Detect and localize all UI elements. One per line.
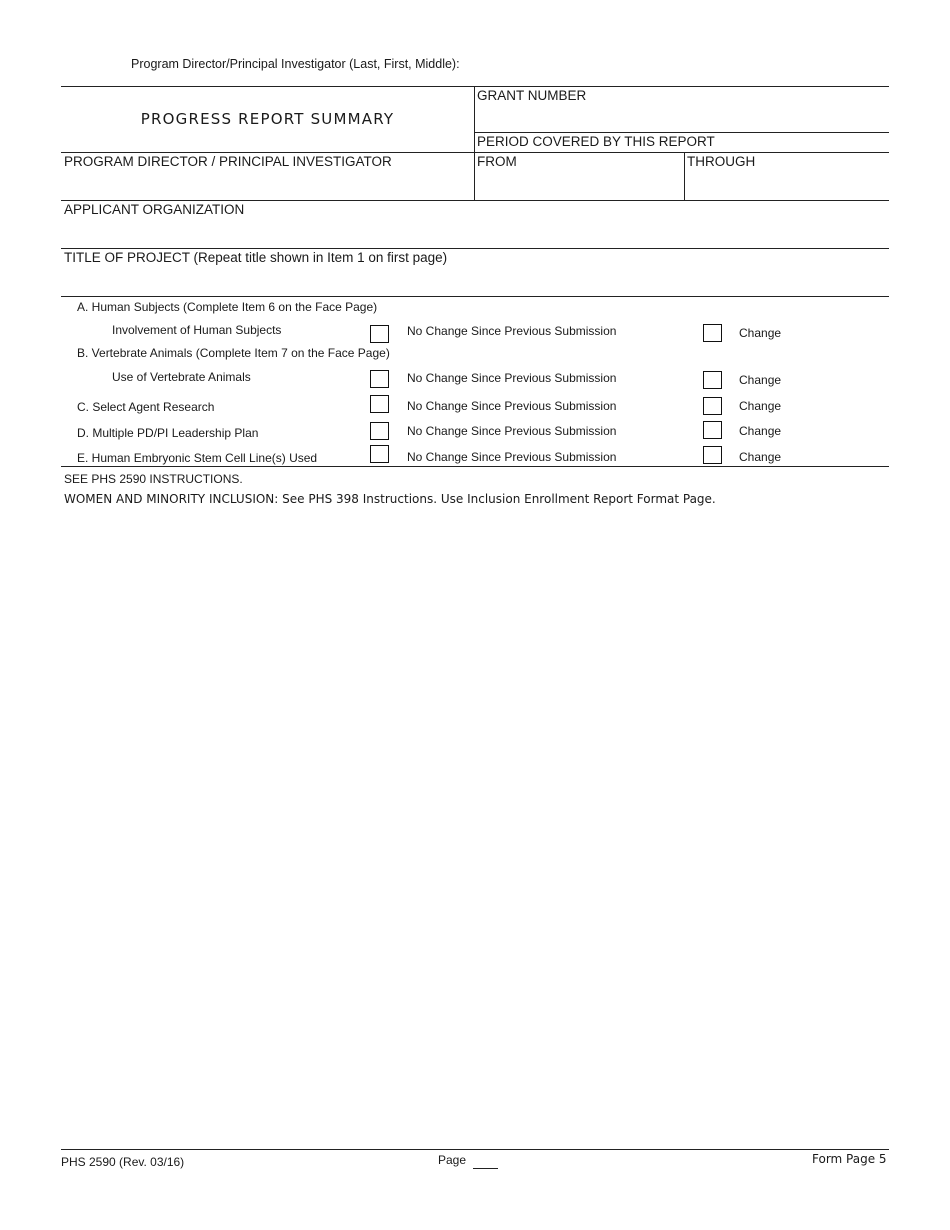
item-d-no-change-label: No Change Since Previous Submission: [407, 424, 617, 438]
item-a-no-change-checkbox[interactable]: [370, 325, 389, 343]
item-b-change-checkbox[interactable]: [703, 371, 722, 389]
item-c-change-checkbox[interactable]: [703, 397, 722, 415]
applicant-org-rule: [61, 248, 889, 249]
footer-rule: [61, 1149, 889, 1150]
pd-pi-field[interactable]: [64, 172, 469, 198]
page-number-field[interactable]: [473, 1168, 498, 1169]
item-e-change-checkbox[interactable]: [703, 446, 722, 464]
period-covered-label: PERIOD COVERED BY THIS REPORT: [477, 134, 715, 149]
item-b-no-change-checkbox[interactable]: [370, 370, 389, 388]
applicant-org-field[interactable]: [64, 220, 886, 246]
project-title-field[interactable]: [64, 268, 886, 294]
project-title-label: TITLE OF PROJECT (Repeat title shown in Item 1 on first page): [64, 250, 448, 265]
page-label: Page: [438, 1153, 467, 1167]
title-rule: [61, 152, 474, 153]
from-date-field[interactable]: [477, 172, 681, 198]
item-a-change-checkbox[interactable]: [703, 324, 722, 342]
item-a-heading: A. Human Subjects (Complete Item 6 on the Face Page): [77, 300, 378, 314]
project-title-rule: [61, 296, 889, 297]
item-c-label: C. Select Agent Research: [77, 400, 215, 414]
form-column-divider: [474, 86, 475, 200]
item-e-no-change-checkbox[interactable]: [370, 445, 389, 463]
applicant-org-label: APPLICANT ORGANIZATION: [64, 202, 245, 217]
item-e-label: E. Human Embryonic Stem Cell Line(s) Used: [77, 451, 318, 465]
items-bottom-rule: [61, 466, 889, 467]
period-rule: [474, 152, 889, 153]
item-d-label: D. Multiple PD/PI Leadership Plan: [77, 426, 259, 440]
item-d-change-label: Change: [739, 424, 782, 438]
item-a-no-change-label: No Change Since Previous Submission: [407, 324, 617, 338]
item-d-no-change-checkbox[interactable]: [370, 422, 389, 440]
item-d-change-checkbox[interactable]: [703, 421, 722, 439]
item-a-change-label: Change: [739, 326, 782, 340]
pd-pi-rule: [61, 200, 889, 201]
pd-pi-label: PROGRAM DIRECTOR / PRINCIPAL INVESTIGATOR: [64, 154, 392, 169]
form-title: PROGRESS REPORT SUMMARY: [140, 110, 395, 128]
item-e-no-change-label: No Change Since Previous Submission: [407, 450, 617, 464]
form-top-rule: [61, 86, 889, 87]
item-a-label: Involvement of Human Subjects: [112, 323, 282, 337]
from-label: FROM: [477, 154, 517, 169]
through-label: THROUGH: [687, 154, 756, 169]
item-b-label: Use of Vertebrate Animals: [112, 370, 251, 384]
item-e-change-label: Change: [739, 450, 782, 464]
item-b-change-label: Change: [739, 373, 782, 387]
item-b-heading: B. Vertebrate Animals (Complete Item 7 on the Face Page): [77, 346, 390, 360]
form-number: PHS 2590 (Rev. 03/16): [61, 1155, 185, 1169]
from-through-divider: [684, 152, 685, 200]
form-page-label: Form Page 5: [812, 1152, 887, 1166]
grant-number-rule: [474, 132, 889, 133]
item-c-no-change-label: No Change Since Previous Submission: [407, 399, 617, 413]
item-c-change-label: Change: [739, 399, 782, 413]
item-b-no-change-label: No Change Since Previous Submission: [407, 371, 617, 385]
through-date-field[interactable]: [687, 172, 887, 198]
grant-number-label: GRANT NUMBER: [477, 88, 587, 103]
item-c-no-change-checkbox[interactable]: [370, 395, 389, 413]
grant-number-field[interactable]: [476, 104, 886, 130]
see-instructions-note: SEE PHS 2590 INSTRUCTIONS.: [64, 472, 243, 486]
pd-pi-top-label: Program Director/Principal Investigator (Last, First, Middle):: [131, 57, 460, 71]
women-minority-note: WOMEN AND MINORITY INCLUSION: See PHS 398 Instructions. Use Inclusion Enrollment Report Format Page.: [64, 492, 716, 506]
